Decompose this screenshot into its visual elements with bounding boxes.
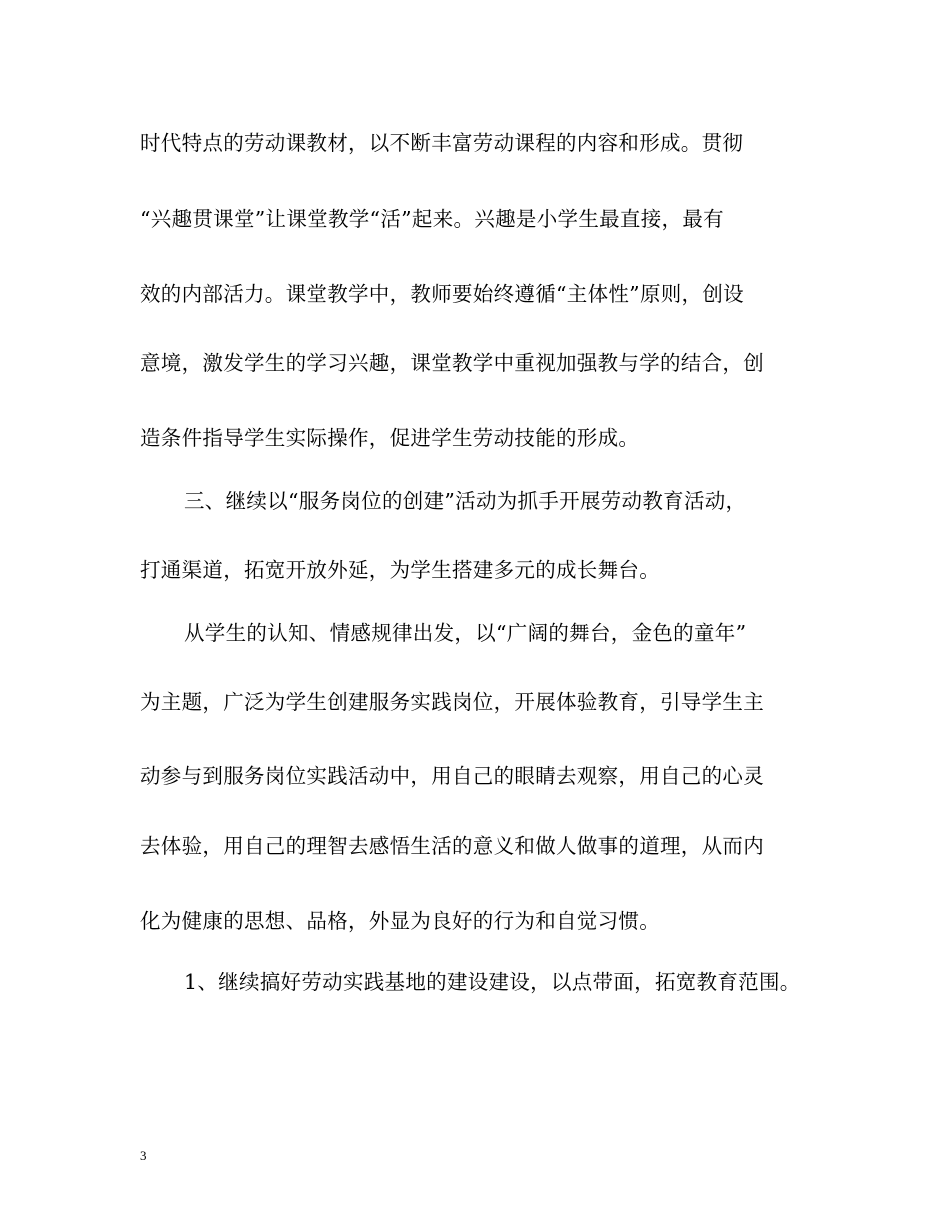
text-line: 时代特点的劳动课教材，以不断丰富劳动课程的内容和形成。贯彻 — [140, 131, 744, 155]
section-heading: 三、继续以“服务岗位的创建”活动为抓手开展劳动教育活动， — [184, 489, 747, 513]
text-line: 去体验，用自己的理智去感悟生活的意义和做人做事的道理，从而内 — [140, 834, 764, 858]
text-line: 意境，激发学生的学习兴趣，课堂教学中重视加强教与学的结合，创 — [140, 351, 764, 375]
text-line: 动参与到服务岗位实践活动中，用自己的眼睛去观察，用自己的心灵 — [140, 764, 764, 788]
text-line: 造条件指导学生实际操作，促进学生劳动技能的形成。 — [140, 426, 640, 450]
text-line: “兴趣贯课堂”让课堂教学“活”起来。兴趣是小学生最直接，最有 — [140, 207, 724, 231]
text-line: 为主题，广泛为学生创建服务实践岗位，开展体验教育，引导学生主 — [140, 690, 764, 714]
list-item: 1、继续搞好劳动实践基地的建设建设，以点带面，拓宽教育范围。 — [184, 970, 801, 994]
text-line: 从学生的认知、情感规律出发，以“广阔的舞台，金色的童年” — [184, 621, 747, 645]
text-line: 效的内部活力。课堂教学中，教师要始终遵循“主体性”原则，创设 — [140, 282, 744, 306]
text-line: 打通渠道，拓宽开放外延，为学生搭建多元的成长舞台。 — [140, 558, 660, 582]
text-line: 化为健康的思想、品格，外显为良好的行为和自觉习惯。 — [140, 909, 660, 933]
page-number: 3 — [140, 1148, 147, 1163]
